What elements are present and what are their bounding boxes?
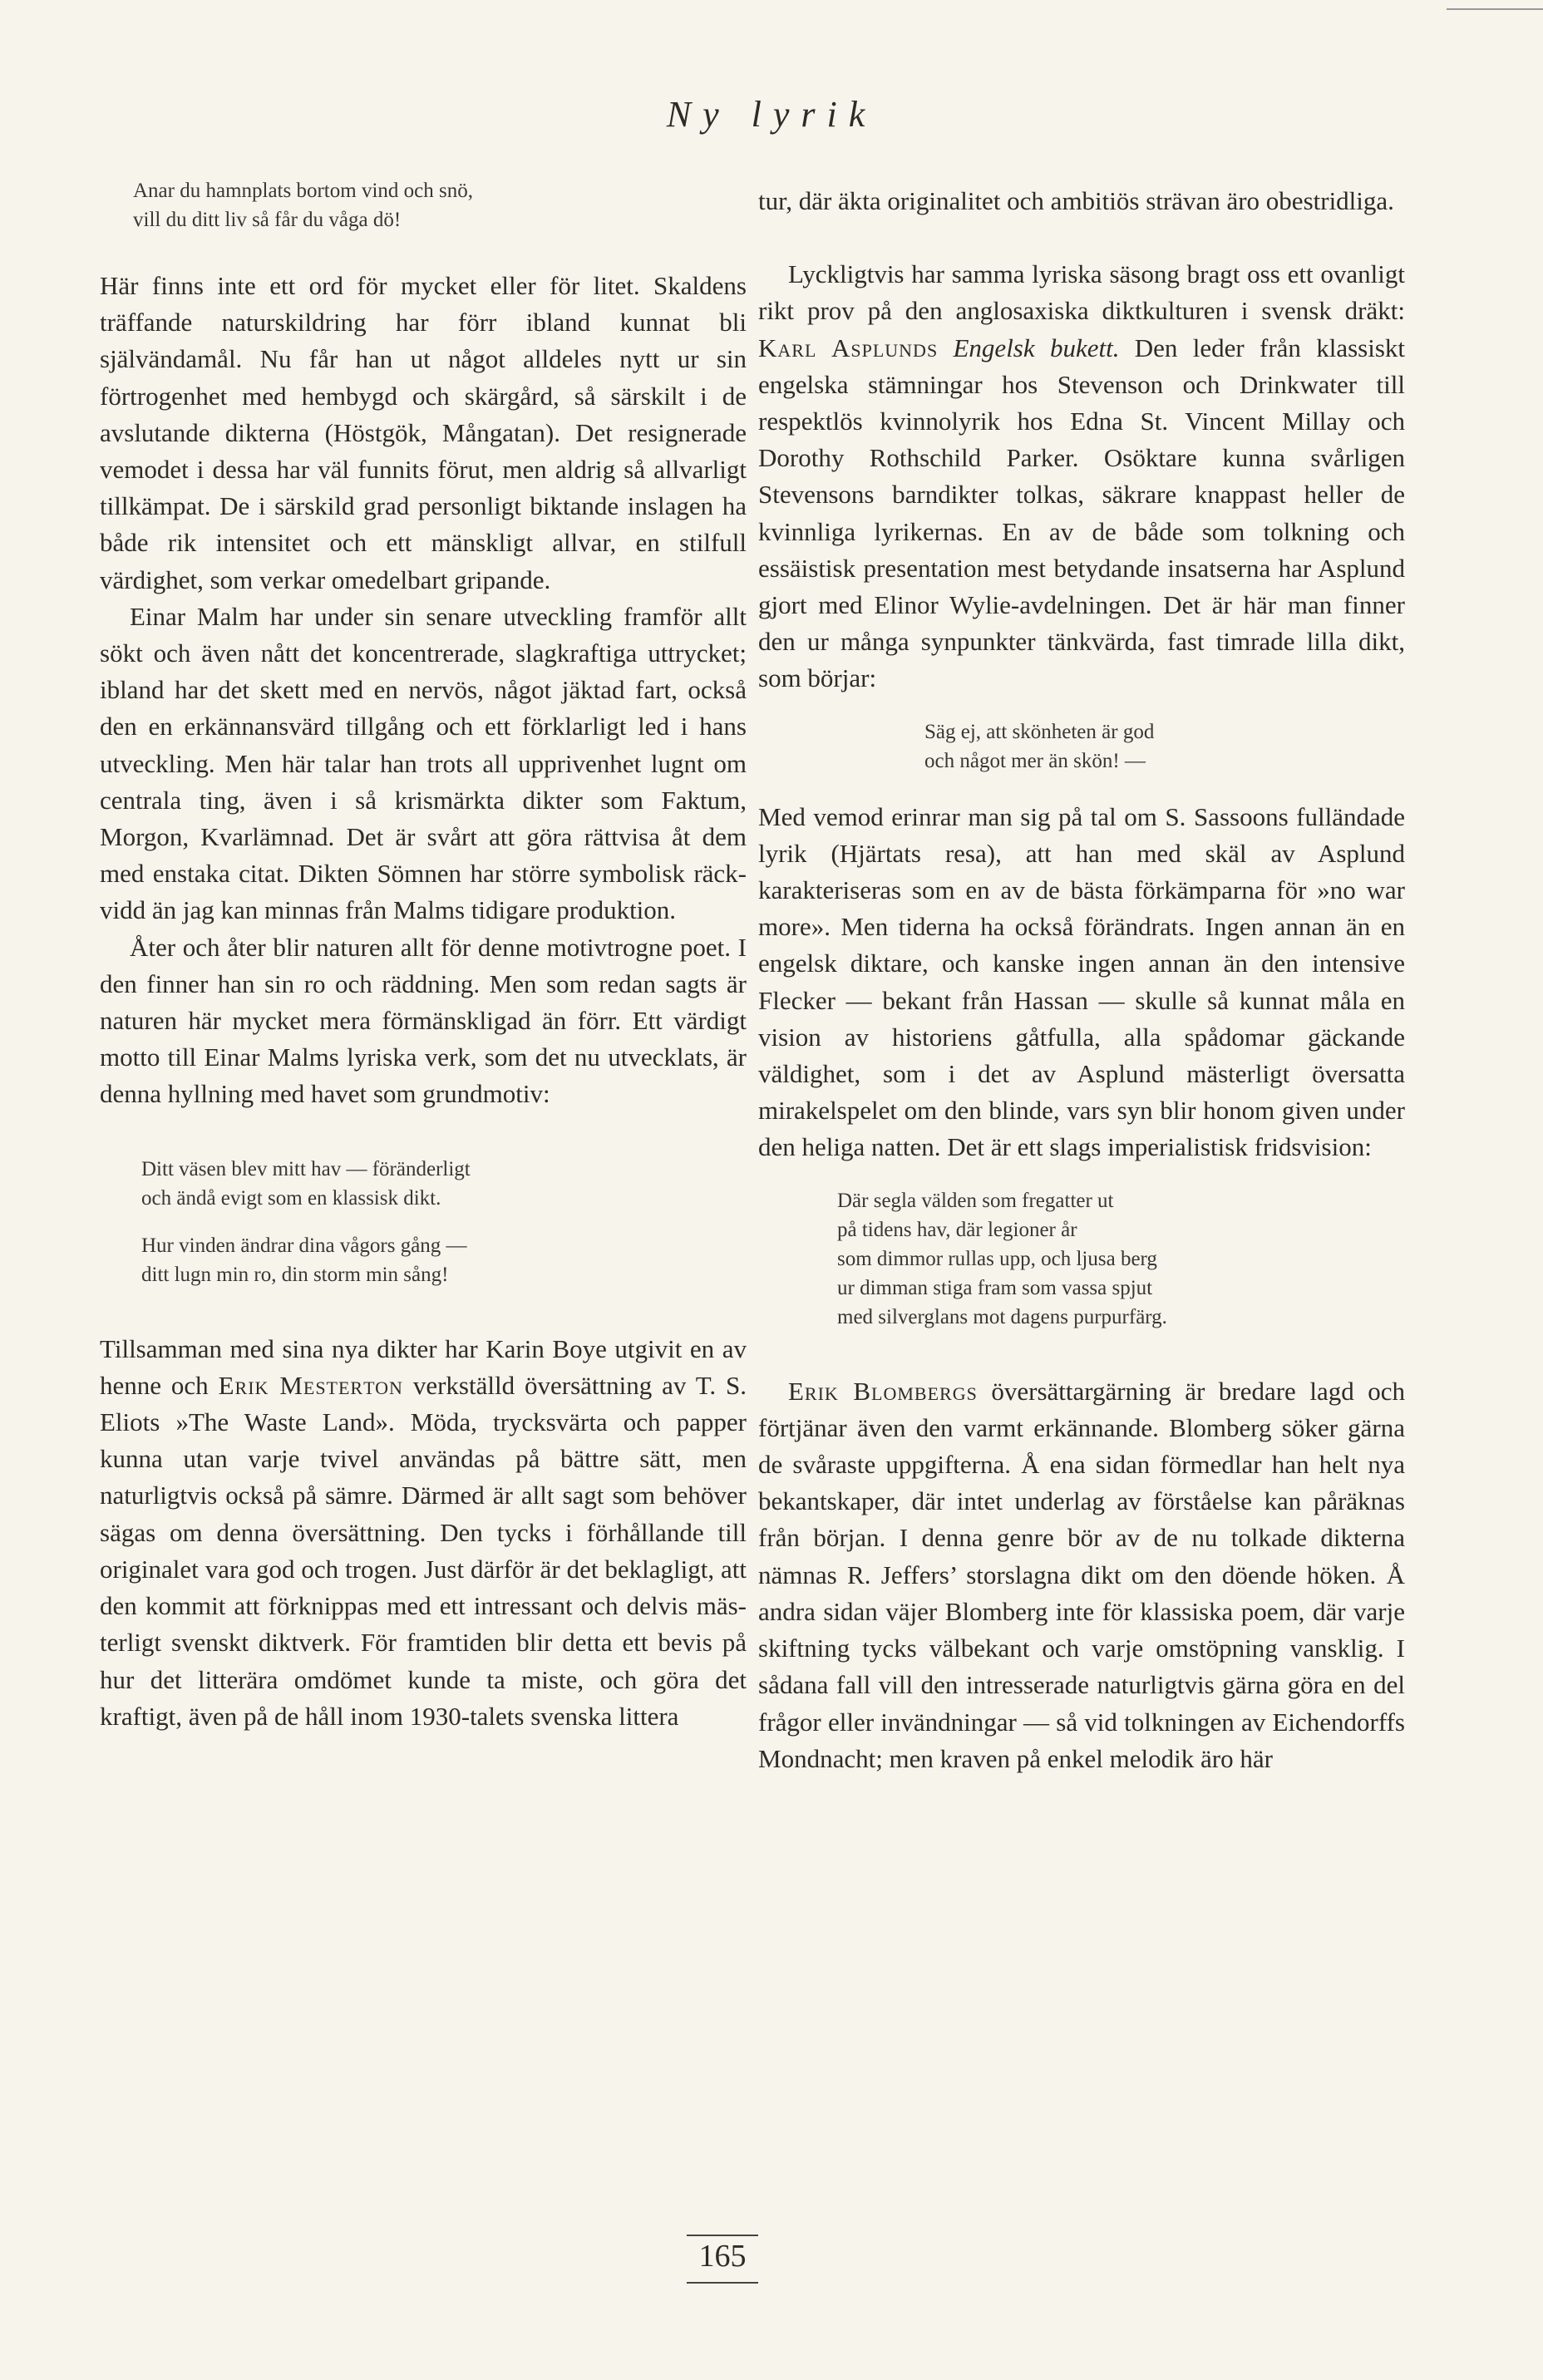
top-edge-rule <box>1447 8 1543 10</box>
author-name: Erik Blombergs <box>788 1376 978 1406</box>
page-number: 165 <box>698 2239 747 2274</box>
book-title: Engelsk bukett. <box>953 333 1120 362</box>
paragraph-text: verkställd översättning av T. S. Eliots »The Waste Land». Möda, trycksvärta och papper kunna utan varje tvivel användas på bättre sätt, men naturligtvis också på sämre. Därmed är allt sagt som behöver sägas om denna översättning. Den tycks i förhållande till originalet vara god och trogen. Just därför är det beklagligt, att den kommit att förknippas med ett intressant och delvis mästerligt svenskt diktverk. För framtiden blir detta ett bevis på hur det litterära omdömet kunde ta miste, och göra det kraftigt, även på de håll inom 1930-talets svenska littera <box>100 1370 747 1731</box>
paragraph: Här finns inte ett ord för mycket eller för litet. Skaldens träffande naturskildring har förr ibland kunnat bli självändamål. Nu får han ut något alldeles nytt ur sin förtrogenhet med hembygd och skärgård, så särskilt i de avslutande dikterna (Höstgök, Mångatan). Det resignerade vemodet i dessa har väl funnits förut, men aldrig så allvarligt tillkämpat. De i särskild grad personligt biktande inslagen ha både rik intensitet och ett mänskligt allvar, en stilfull värdighet, som verkar omedelbart gripande. <box>100 271 747 594</box>
author-name: Erik Mesterton <box>218 1370 403 1400</box>
folio-rule <box>687 2282 758 2284</box>
paragraph: tur, där äkta originalitet och ambitiös strävan äro obestridliga. <box>758 186 1394 215</box>
paragraph-text: Lyckligtvis har samma lyriska säsong bragt oss ett ovanligt rikt prov på den anglosaxiska diktkulturen i svensk dräkt: <box>758 259 1405 326</box>
verse-quote: Hur vinden ändrar dina vågors gång — ditt lugn min ro, din storm min sång! <box>141 1234 467 1286</box>
left-column <box>100 176 747 1735</box>
spacer <box>938 333 953 362</box>
running-head: Ny lyrik <box>666 94 877 135</box>
paragraph <box>758 256 1405 697</box>
verse-quote: Anar du hamnplats bortom vind och snö, vill du ditt liv så får du våga dö! <box>133 180 473 231</box>
verse-quote: Ditt väsen blev mitt hav — föränderligt och ändå evigt som en klassisk dikt. <box>141 1157 471 1210</box>
verse-quote: Säg ej, att skönheten är god och något mer än skön! — <box>924 720 1155 772</box>
paragraph: Einar Malm har under sin senare utveckling framför allt sökt och även nått det koncentrerade, slagkraftiga uttrycket; ibland har det skett med en nervös, något jäktad fart, också den en erkännansvärd tillgång och ett förklarligt led i hans utveckling. Men här talar han trots all upprivenhet lugnt om centrala ting, även i så krismärkta dikter som Faktum, Morgon, Kvarlämnad. Det är svårt att göra rättvisa åt dem med enstaka citat. Dikten Sömnen har större symbolisk räckvidd än jag kan minnas från Malms tidigare produktion. <box>100 601 747 925</box>
paragraph: Med vemod erinrar man sig på tal om S. Sassoons fulländade lyrik (Hjärtats resa), att han med skäl av Asplund karakteriseras som en av de bästa förkämparna för »no war more». Men tiderna ha också förändrats. Ingen annan än en engelsk diktare, och kanske ingen annan än den intensive Flecker — bekant från Hassan — skulle så kunnat måla en vision av historiens gåtfulla, alla spådomar gäckande väldighet, som i det av Asplund mästerligt översatta mirakelspelet om den blinde, vars syn blir honom given under den heliga natten. Det är ett slags imperialistisk fridsvision: <box>758 801 1405 1162</box>
verse-quote: Där segla välden som fregatter ut på tidens hav, där legioner år som dimmor rullas upp, och ljusa berg ur dimman stiga fram som vassa spjut med silverglans mot dagens purpurfärg. <box>837 1189 1167 1328</box>
paragraph: Åter och åter blir naturen allt för denne motivtrogne poet. I den finner han sin ro och räddning. Men som redan sagts är naturen här mycket mera förmänskligad än förr. Ett värdigt motto till Einar Malms lyriska verk, som det nu utvecklats, är denna hyllning med havet som grundmotiv: <box>100 932 747 1109</box>
paragraph <box>758 1373 1405 1777</box>
paragraph-text: Tillsamman med sina nya dikter har Karin Boye utgivit en av henne och <box>100 1333 747 1400</box>
folio-rule <box>687 2235 758 2236</box>
paragraph-text: Den leder från klassiskt engelska stämningar hos Stevenson och Drinkwater till respektlös kvinnolyrik hos Edna St. Vincent Millay och Dorothy Rothschild Parker. Osöktare kunna svårligen Stevensons barndikter tolkas, säkrare knappast heller de kvinnliga lyrikernas. En av de både som tolkning och essäistisk presentation mest betydande insatserna har Asplund gjort med Elinor Wylie-avdelningen. Det är här man finner den ur många synpunkter tänkvärda, fast timrade lilla dikt, som börjar: <box>758 333 1405 693</box>
paragraph-text: översättargärning är bredare lagd och förtjänar även den varmt erkännande. Blomberg söker gärna de svåraste uppgifterna. Å ena sidan förmedlar han helt nya bekantskaper, där intet underlag av förståelse kan påräknas från början. I denna genre bör av de nu tolkade dikterna nämnas R. Jeffers’ storslagna dikt om den döende höken. Å andra sidan väjer Blomberg inte för klassiska poem, där varje skiftning tycks välbekant och varje omstöpning vansklig. I sådana fall vill den intresserade naturligtvis gärna göra en del frågor eller invändningar — så vid tolkningen av Eichendorffs Mondnacht; men kraven på enkel melodik äro här <box>758 1376 1405 1773</box>
author-name: Karl Asplunds <box>758 333 939 362</box>
right-column <box>758 176 1405 1777</box>
paragraph <box>100 1331 747 1735</box>
